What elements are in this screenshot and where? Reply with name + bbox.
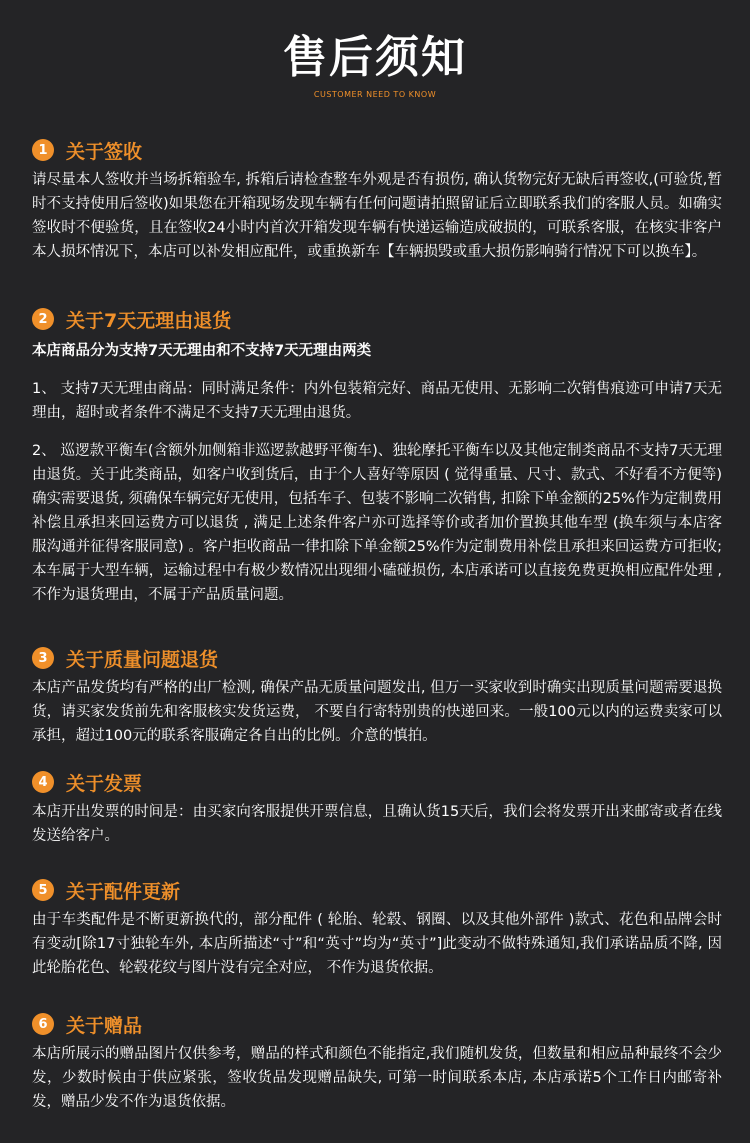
section-text: 本店产品发货均有严格的出厂检测, 确保产品无质量问题发出, 但万一买家收到时确实出现质量问题需要退换货，请买家发货前先和客服核实发货运费， 不要自行寄特别贵的快递回来。一般100元以内的运费卖家可以承担，超过100元的联系客服确定各自出的比例。介意的慎拍。 — [32, 680, 722, 744]
section-heading: 关于质量问题退货 — [66, 648, 219, 671]
section-gifts — [32, 1010, 722, 1114]
section-text: 本店开出发票的时间是：由买家向客服提供开票信息，且确认货15天后，我们会将发票开出来邮寄或者在线发送给客户。 — [32, 804, 722, 844]
section-parts-update — [32, 876, 722, 980]
section-text: 2、 巡逻款平衡车(含额外加侧箱非巡逻款越野平衡车)、独轮摩托平衡车以及其他定制类商品不支持7天无理由退货。关于此类商品，如客户收到货后，由于个人喜好等原因 ( 觉得重量、尺寸、款式、不好看不方便等) 确实需要退货, 须确保车辆完好无使用，包括车子、包装不影响二次销售, 扣除下单金额的25%作为定制费用补偿且承担来回运费方可以退货 , 满足上述条件客户亦可选择等价或者加价置换其他车型 (换车须与本店客服沟通并征得客服同意) 。客户拒收商品一律扣除下单金额25%作为定制费用补偿且承担来回运费方可拒收; 本车属于大型车辆，运输过程中有极少数情况出现细小磕碰损伤, 本店承诺可以直接免费更换相应配件处理 , 不作为退货理由，不属于产品质量问题。 — [32, 443, 722, 603]
page-subtitle: CUSTOMER NEED TO KNOW — [313, 90, 437, 99]
number-badge-4: 4 — [32, 771, 54, 793]
section-header — [32, 1010, 722, 1038]
number-badge-6: 6 — [32, 1013, 54, 1035]
section-signing — [32, 136, 722, 264]
section-heading: 关于发票 — [66, 772, 143, 795]
section-heading: 关于签收 — [66, 140, 143, 163]
section-quality-return — [32, 644, 722, 748]
section-heading: 关于赠品 — [66, 1014, 143, 1037]
section-text: 本店所展示的赠品图片仅供参考，赠品的样式和颜色不能指定,我们随机发货，但数量和相应品种最终不会少发，少数时候由于供应紧张，签收货品发现赠品缺失, 可第一时间联系本店, 本店承诺5个工作日内邮寄补发，赠品少发不作为退货依据。 — [32, 1046, 722, 1110]
section-header — [32, 644, 722, 672]
section-7day-return — [32, 305, 722, 607]
number-badge-1: 1 — [32, 139, 54, 161]
section-text: 1、 支持7天无理由商品：同时满足条件：内外包装箱完好、商品无使用、无影响二次销售痕迹可申请7天无理由，超时或者条件不满足不支持7天无理由退货。 — [32, 381, 722, 421]
section-text: 请尽量本人签收并当场拆箱验车, 拆箱后请检查整车外观是否有损伤, 确认货物完好无缺后再签收,(可验货,暂时不支持使用后签收)如果您在开箱现场发现车辆有任何问题请拍照留证后立即联系我们的客服人员。如确实签收时不便验货，且在签收24小时内首次开箱发现车辆有快递运输造成破损的，可联系客服，在核实非客户本人损坏情况下，本店可以补发相应配件，或重换新车【车辆损毁或重大损伤影响骑行情况下可以换车】。 — [32, 172, 722, 260]
section-header — [32, 768, 722, 796]
number-badge-5: 5 — [32, 879, 54, 901]
section-invoice — [32, 768, 722, 848]
section-header — [32, 305, 722, 333]
section-intro: 本店商品分为支持7天无理由和不支持7天无理由两类 — [32, 343, 372, 359]
section-heading: 关于配件更新 — [66, 880, 181, 903]
section-heading: 关于7天无理由退货 — [66, 309, 232, 332]
section-header — [32, 136, 722, 164]
number-badge-2: 2 — [32, 308, 54, 330]
section-text: 由于车类配件是不断更新换代的，部分配件 ( 轮胎、轮毂、钢圈、以及其他外部件 )款式、花色和品牌会时有变动[除17寸独轮车外, 本店所描述“寸”和“英寸”均为“英寸”]此变动不做特殊通知,我们承诺品质不降, 因此轮胎花色、轮毂花纹与图片没有完全对应， 不作为退货依据。 — [32, 912, 722, 976]
number-badge-3: 3 — [32, 647, 54, 669]
section-header — [32, 876, 722, 904]
page-title: 售后须知 — [283, 32, 467, 83]
